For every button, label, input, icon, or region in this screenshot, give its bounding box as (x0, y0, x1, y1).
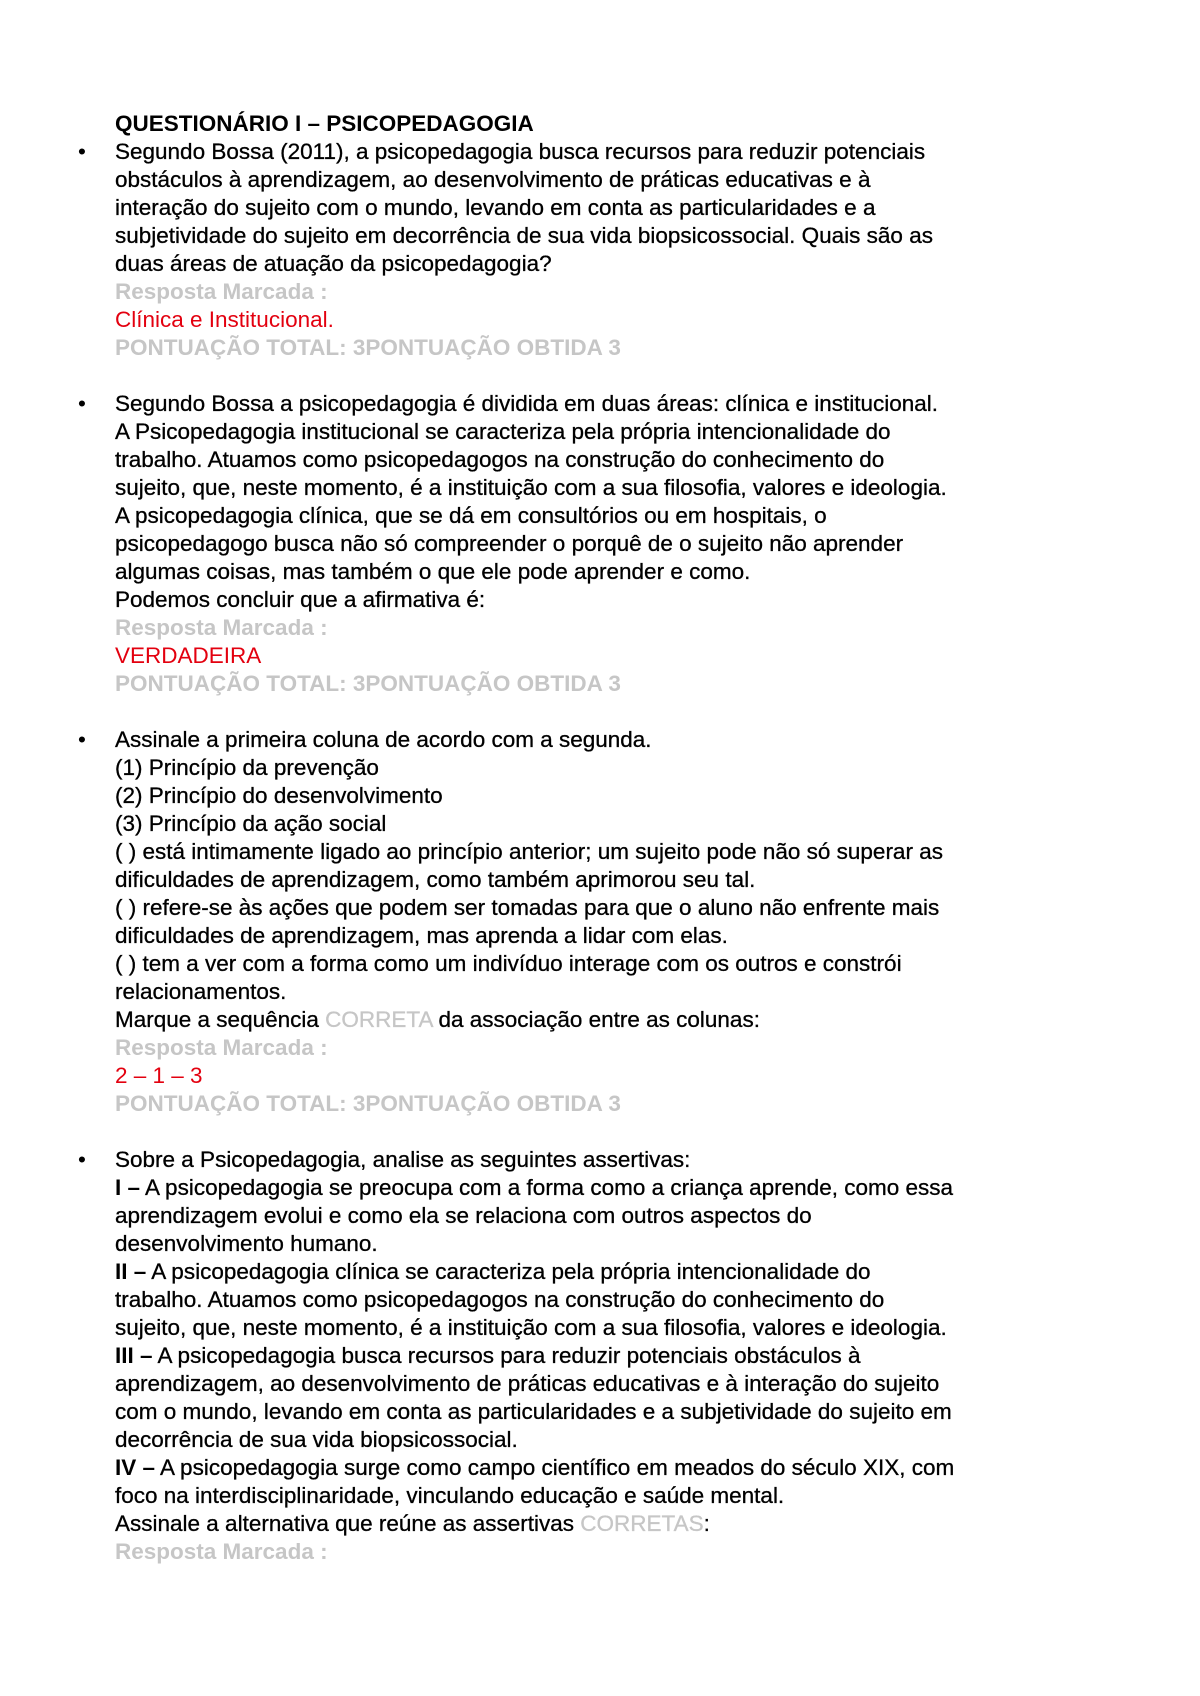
marked-answer: VERDADEIRA (115, 643, 262, 668)
question-text-line: subjetividade do sujeito em decorrência de sua vida biopsicossocial. Quais são as (115, 223, 933, 248)
instruction-text: Assinale a alternativa que reúne as assertivas (115, 1511, 581, 1536)
assertion-line: trabalho. Atuamos como psicopedagogos na construção do conhecimento do (115, 1287, 885, 1312)
answer-label: Resposta Marcada : (115, 1539, 328, 1564)
assertion-line: decorrência de sua vida biopsicossocial. (115, 1427, 518, 1452)
assertion-text: A psicopedagogia surge como campo científico em meados do século XIX, com (155, 1455, 955, 1480)
assertion-number: II – (115, 1259, 147, 1284)
bullet-icon: • (78, 391, 86, 416)
question-item (78, 1146, 1115, 1566)
question-text-line: sujeito, que, neste momento, é a instituição com a sua filosofia, valores e ideologia. (115, 475, 947, 500)
question-text-line: psicopedagogo busca não só compreender o porquê de o sujeito não aprender (115, 531, 904, 556)
question-text-line: A Psicopedagogia institucional se caracteriza pela própria intencionalidade do (115, 419, 891, 444)
assertion-text: A psicopedagogia clínica se caracteriza pela própria intencionalidade do (146, 1259, 871, 1284)
document-page (78, 110, 1115, 1594)
question-text-line: A psicopedagogia clínica, que se dá em consultórios ou em hospitais, o (115, 503, 827, 528)
question-text-line: algumas coisas, mas também o que ele pode aprender e como. (115, 559, 751, 584)
question-text-line: interação do sujeito com o mundo, levando em conta as particularidades e a (115, 195, 876, 220)
question-instruction (115, 1006, 1115, 1034)
assertion-line (115, 1174, 1115, 1202)
question-text-line: Sobre a Psicopedagogia, analise as seguintes assertivas: (115, 1147, 691, 1172)
document-title: QUESTIONÁRIO I – PSICOPEDAGOGIA (115, 111, 534, 136)
question-instruction (115, 1510, 1115, 1538)
assertion-line (115, 1342, 1115, 1370)
question-text-line: duas áreas de atuação da psicopedagogia? (115, 251, 552, 276)
score-line: PONTUAÇÃO TOTAL: 3PONTUAÇÃO OBTIDA 3 (115, 1091, 621, 1116)
assertion-line: aprendizagem evolui e como ela se relaciona com outros aspectos do (115, 1203, 812, 1228)
instruction-text: : (703, 1511, 710, 1536)
question-text-line: Podemos concluir que a afirmativa é: (115, 587, 486, 612)
bullet-icon: • (78, 1147, 86, 1172)
bullet-icon: • (78, 727, 86, 752)
question-item (78, 726, 1115, 1118)
assertion-number: III – (115, 1343, 153, 1368)
marked-answer: Clínica e Institucional. (115, 307, 334, 332)
question-text-line: ( ) está intimamente ligado ao princípio anterior; um sujeito pode não só superar as (115, 839, 943, 864)
assertion-line: com o mundo, levando em conta as particularidades e a subjetividade do sujeito em (115, 1399, 952, 1424)
assertion-line: foco na interdisciplinaridade, vinculando educação e saúde mental. (115, 1483, 785, 1508)
question-text-line: (2) Princípio do desenvolvimento (115, 783, 443, 808)
answer-label: Resposta Marcada : (115, 615, 328, 640)
assertion-line (115, 1454, 1115, 1482)
question-text-line: dificuldades de aprendizagem, como também aprimorou seu tal. (115, 867, 756, 892)
bullet-icon: • (78, 139, 86, 164)
question-text-line: Assinale a primeira coluna de acordo com a segunda. (115, 727, 652, 752)
assertion-line: sujeito, que, neste momento, é a instituição com a sua filosofia, valores e ideologia. (115, 1315, 947, 1340)
question-text-line: dificuldades de aprendizagem, mas aprenda a lidar com elas. (115, 923, 728, 948)
instruction-text: da associação entre as colunas: (432, 1007, 760, 1032)
question-text-line: Segundo Bossa a psicopedagogia é dividida em duas áreas: clínica e institucional. (115, 391, 939, 416)
question-text-line: ( ) refere-se às ações que podem ser tomadas para que o aluno não enfrente mais (115, 895, 940, 920)
score-line: PONTUAÇÃO TOTAL: 3PONTUAÇÃO OBTIDA 3 (115, 335, 621, 360)
assertion-number: IV – (115, 1455, 156, 1480)
question-item (78, 138, 1115, 362)
question-list (78, 138, 1115, 1566)
assertion-text: A psicopedagogia busca recursos para reduzir potenciais obstáculos à (152, 1343, 861, 1368)
question-text-line: (3) Princípio da ação social (115, 811, 387, 836)
marked-answer: 2 – 1 – 3 (115, 1063, 203, 1088)
instruction-text: Marque a sequência (115, 1007, 326, 1032)
instruction-highlight: CORRETA (325, 1007, 433, 1032)
answer-label: Resposta Marcada : (115, 1035, 328, 1060)
question-text-line: (1) Princípio da prevenção (115, 755, 379, 780)
question-text-line: ( ) tem a ver com a forma como um indivíduo interage com os outros e constrói (115, 951, 902, 976)
assertion-number: I – (115, 1175, 141, 1200)
question-text-line: relacionamentos. (115, 979, 287, 1004)
question-item (78, 390, 1115, 698)
score-line: PONTUAÇÃO TOTAL: 3PONTUAÇÃO OBTIDA 3 (115, 671, 621, 696)
assertion-line (115, 1258, 1115, 1286)
assertion-line: desenvolvimento humano. (115, 1231, 378, 1256)
instruction-highlight: CORRETAS (580, 1511, 704, 1536)
assertion-line: aprendizagem, ao desenvolvimento de práticas educativas e à interação do sujeito (115, 1371, 940, 1396)
assertion-text: A psicopedagogia se preocupa com a forma como a criança aprende, como essa (140, 1175, 954, 1200)
question-text-line: Segundo Bossa (2011), a psicopedagogia busca recursos para reduzir potenciais (115, 139, 926, 164)
answer-label: Resposta Marcada : (115, 279, 328, 304)
question-text-line: obstáculos à aprendizagem, ao desenvolvimento de práticas educativas e à (115, 167, 871, 192)
question-text-line: trabalho. Atuamos como psicopedagogos na construção do conhecimento do (115, 447, 885, 472)
